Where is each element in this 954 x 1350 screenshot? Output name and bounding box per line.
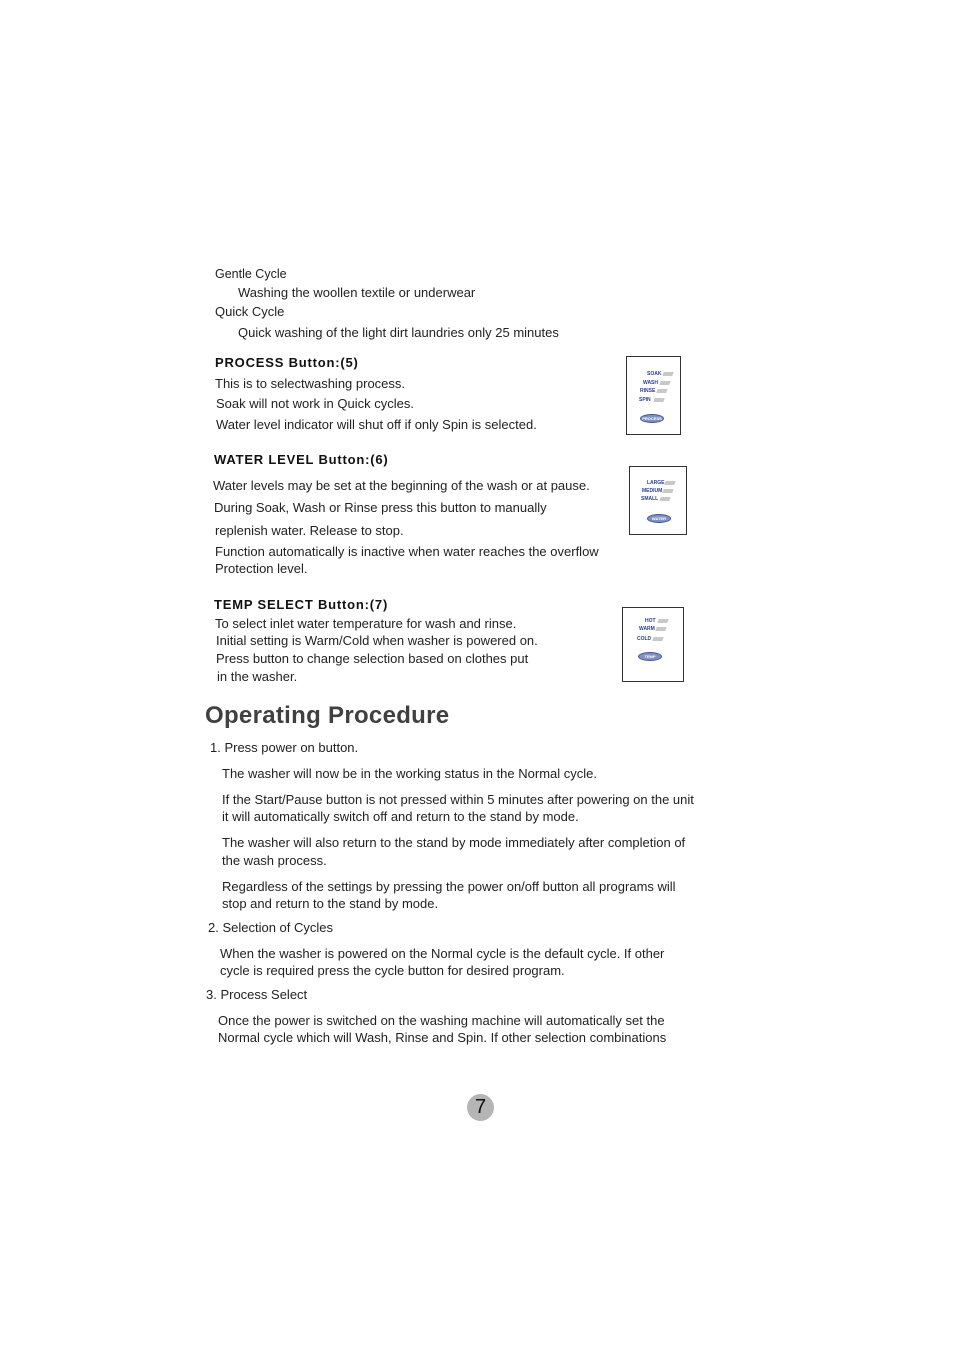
temp-select-line: To select inlet water temperature for wash and rinse. (215, 616, 517, 631)
indicator-light (656, 389, 667, 393)
step-3-label: 3. Process Select (206, 987, 308, 1002)
gentle-cycle-title: Gentle Cycle (215, 267, 287, 281)
panel-label: LARGE (647, 480, 665, 486)
quick-cycle-desc: Quick washing of the light dirt laundries only 25 minutes (238, 325, 559, 340)
step-1-text: Regardless of the settings by pressing the power on/off button all programs will (222, 879, 676, 894)
step-1-text: it will automatically switch off and return to the stand by mode. (222, 809, 579, 824)
step-1-text: If the Start/Pause button is not pressed within 5 minutes after powering on the unit (222, 792, 694, 807)
indicator-light (657, 619, 668, 623)
indicator-light (652, 637, 663, 641)
indicator-light (659, 381, 670, 385)
panel-label: SMALL (641, 496, 659, 502)
temp-select-line: in the washer. (217, 669, 298, 684)
step-1-text: the wash process. (222, 853, 327, 868)
water-level-line: During Soak, Wash or Rinse press this button to manually (214, 500, 547, 515)
water-level-line: replenish water. Release to stop. (215, 523, 404, 538)
step-2-text: When the washer is powered on the Normal cycle is the default cycle. If other (220, 946, 665, 961)
water-level-heading: WATER LEVEL Button:(6) (214, 452, 389, 467)
panel-label: SOAK (647, 371, 662, 377)
water-level-button-graphic: WATER LEVEL (647, 514, 671, 523)
indicator-light (662, 489, 673, 493)
temp-select-line: Initial setting is Warm/Cold when washer is powered on. (216, 633, 538, 648)
water-level-line: Function automatically is inactive when water reaches the overflow (215, 544, 599, 559)
step-1-label: 1. Press power on button. (210, 740, 359, 755)
process-panel-illustration (626, 356, 681, 435)
process-heading: PROCESS Button:(5) (215, 355, 359, 370)
panel-label: MEDIUM (642, 488, 663, 494)
step-2-label: 2. Selection of Cycles (208, 920, 334, 935)
step-3-text: Once the power is switched on the washing machine will automatically set the (218, 1013, 665, 1028)
indicator-light (664, 481, 675, 485)
temp-select-line: Press button to change selection based on clothes put (216, 651, 529, 666)
water-level-panel-illustration (629, 466, 687, 535)
water-level-line: Protection level. (215, 561, 308, 576)
step-1-text: The washer will now be in the working status in the Normal cycle. (222, 766, 597, 781)
step-1-text: The washer will also return to the stand by mode immediately after completion of (222, 835, 686, 850)
process-button-graphic: PROCESS (640, 414, 664, 423)
panel-label: COLD (637, 636, 652, 642)
page-number: 7 (467, 1094, 494, 1121)
process-line: Water level indicator will shut off if only Spin is selected. (216, 417, 537, 432)
section-title: Operating Procedure (205, 702, 450, 729)
step-1-text: stop and return to the stand by mode. (222, 896, 439, 911)
panel-label: WARM (639, 626, 655, 632)
step-2-text: cycle is required press the cycle button for desired program. (220, 963, 565, 978)
indicator-light (655, 627, 666, 631)
temp-button-graphic: TEMP (638, 652, 662, 661)
temp-select-heading: TEMP SELECT Button:(7) (214, 597, 389, 612)
indicator-light (659, 497, 670, 501)
indicator-light (662, 372, 673, 376)
process-line: Soak will not work in Quick cycles. (216, 396, 414, 411)
step-3-text: Normal cycle which will Wash, Rinse and Spin. If other selection combinations (218, 1030, 667, 1045)
panel-label: RINSE (640, 388, 656, 394)
gentle-cycle-desc: Washing the woollen textile or underwear (238, 285, 476, 300)
quick-cycle-title: Quick Cycle (215, 304, 285, 319)
process-line: This is to selectwashing process. (215, 376, 406, 391)
water-level-line: Water levels may be set at the beginning of the wash or at pause. (213, 478, 590, 493)
panel-label: SPIN (639, 397, 651, 403)
panel-label: HOT (645, 618, 656, 624)
temp-select-panel-illustration (622, 607, 684, 682)
indicator-light (653, 398, 664, 402)
panel-label: WASH (643, 380, 658, 386)
